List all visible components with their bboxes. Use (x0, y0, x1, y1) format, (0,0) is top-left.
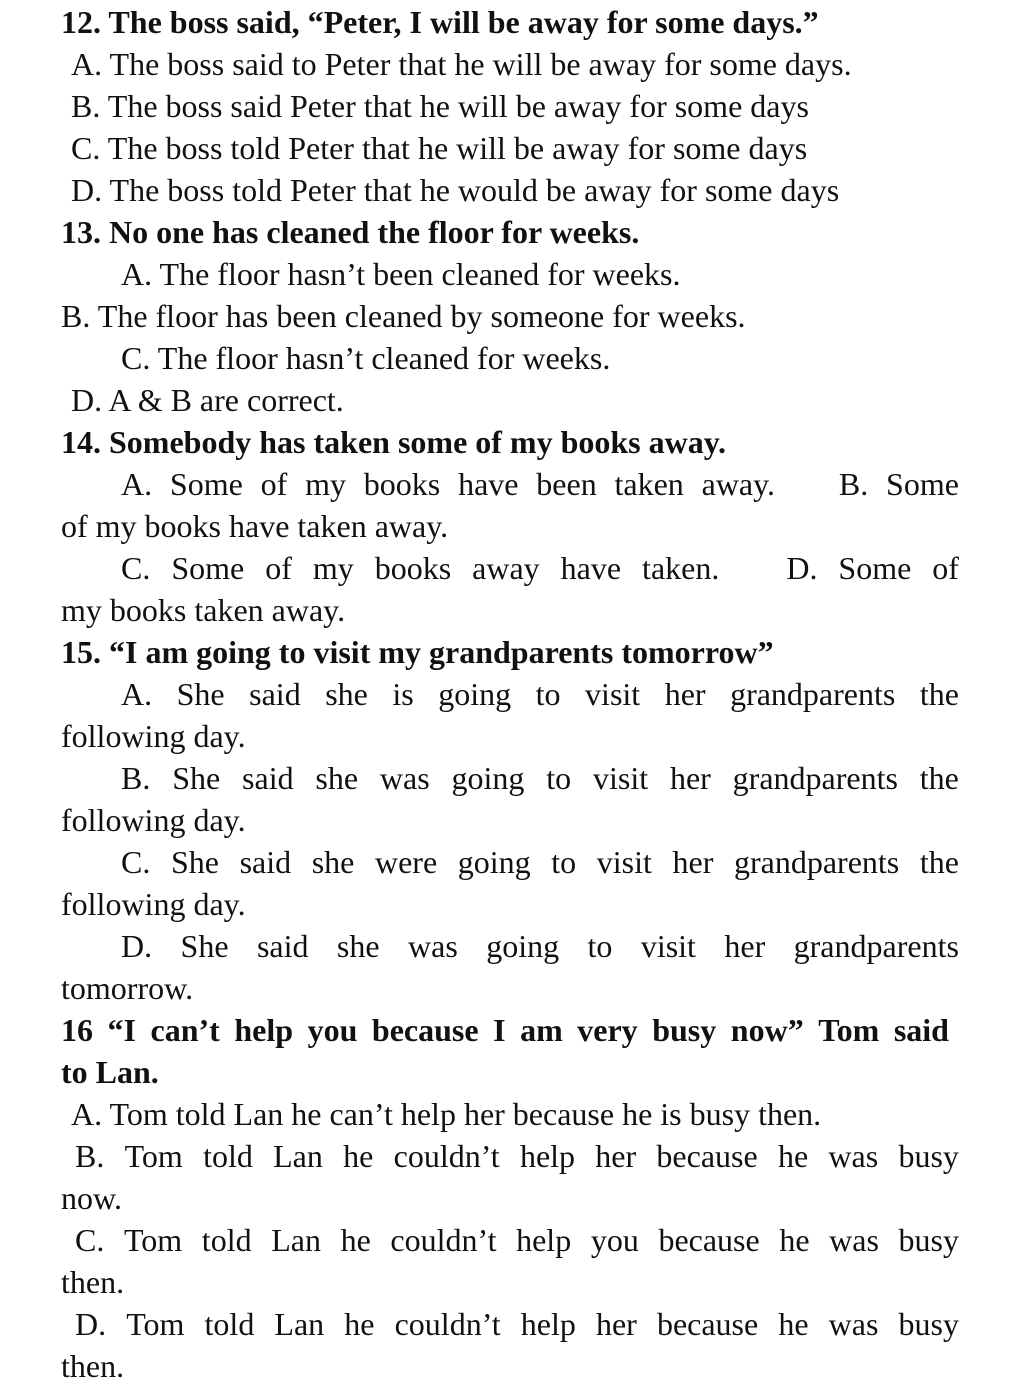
word: taken (614, 466, 684, 502)
word: the (919, 760, 959, 796)
word: now” (730, 1012, 804, 1048)
word: have (560, 550, 622, 586)
word: her (595, 1138, 637, 1174)
word: to (587, 928, 613, 964)
question-16-option-b (75, 1135, 959, 1177)
question-12-option-b: B. The boss said Peter that he will be away for some days (71, 88, 809, 124)
word: help (519, 1138, 576, 1174)
word: D. (121, 928, 153, 964)
word: told (203, 1138, 253, 1174)
question-12-option-d: D. The boss told Peter that he would be away for some days (71, 172, 840, 208)
word: very (577, 1012, 638, 1048)
question-14-option-b-continued: of my books have taken away. (61, 508, 449, 544)
word: away (472, 550, 540, 586)
word: of (932, 550, 959, 586)
word: books (374, 550, 452, 586)
word: said (239, 844, 292, 880)
word: D. (75, 1306, 107, 1342)
word: said (256, 928, 309, 964)
word: going (486, 928, 560, 964)
word: she (311, 844, 355, 880)
word: busy (898, 1222, 959, 1258)
word: B. (838, 466, 869, 502)
word: her (669, 760, 711, 796)
word: busy (652, 1012, 717, 1048)
word: going (438, 676, 512, 712)
word: because (658, 1222, 760, 1258)
question-16-stem-continued: to Lan. (61, 1054, 159, 1090)
word: She (176, 676, 225, 712)
word: She (172, 760, 221, 796)
word: am (520, 1012, 563, 1048)
word: going (451, 760, 525, 796)
word: you (590, 1222, 639, 1258)
word: was (379, 760, 430, 796)
word: taken. (642, 550, 720, 586)
word: Tom (818, 1012, 880, 1048)
word: her (595, 1306, 637, 1342)
question-13-option-c: C. The floor hasn’t cleaned for weeks. (121, 340, 611, 376)
word: help (520, 1306, 576, 1342)
word: told (201, 1222, 252, 1258)
question-15-option-a-continued: following day. (61, 718, 246, 754)
question-16-option-c-continued: then. (61, 1264, 125, 1300)
word: said (249, 676, 301, 712)
question-15-option-a (121, 673, 959, 715)
word: told (204, 1306, 255, 1342)
word: C. (121, 550, 151, 586)
word: visit (593, 760, 649, 796)
word: the (919, 844, 959, 880)
word: he (777, 1138, 809, 1174)
word: visit (596, 844, 652, 880)
question-16-option-b-continued: now. (61, 1180, 123, 1216)
word: Some (886, 466, 959, 502)
word: “I (107, 1012, 136, 1048)
word: of (265, 550, 292, 586)
question-13-option-a: A. The floor hasn’t been cleaned for weeks. (121, 256, 681, 292)
word: was (408, 928, 458, 964)
word: help (516, 1222, 572, 1258)
word: her (664, 676, 706, 712)
word: the (919, 676, 959, 712)
word: visit (640, 928, 696, 964)
question-15-option-d (121, 925, 959, 967)
word: was (828, 1306, 879, 1342)
word: to (546, 760, 572, 796)
question-16-option-d-continued: then. (61, 1348, 125, 1384)
word: is (392, 676, 414, 712)
word: were (374, 844, 438, 880)
word: B. (75, 1138, 105, 1174)
word: Some (838, 550, 912, 586)
word: away. (701, 466, 776, 502)
word: her (672, 844, 714, 880)
question-16-option-a: A. Tom told Lan he can’t help her because he is busy then. (71, 1096, 822, 1132)
word: because (656, 1306, 759, 1342)
question-12-stem: 12. The boss said, “Peter, I will be away for some days.” (61, 4, 819, 40)
question-13-option-d: D. A & B are correct. (71, 382, 344, 418)
word: you (307, 1012, 358, 1048)
word: he (779, 1222, 810, 1258)
question-15-option-b-continued: following day. (61, 802, 246, 838)
word: been (536, 466, 597, 502)
question-14-stem: 14. Somebody has taken some of my books away. (61, 424, 726, 460)
word: my (305, 466, 346, 502)
word: Tom (123, 1222, 183, 1258)
word: books (363, 466, 441, 502)
word: Tom (126, 1306, 185, 1342)
word: grandparents (732, 760, 898, 796)
word: D. (786, 550, 818, 586)
word: he (340, 1222, 371, 1258)
word: said (242, 760, 294, 796)
question-13-stem: 13. No one has cleaned the floor for weeks. (61, 214, 640, 250)
word: he (343, 1138, 374, 1174)
question-15-option-c (121, 841, 959, 883)
question-13-option-b: B. The floor has been cleaned by someone for weeks. (61, 298, 746, 334)
word: couldn’t (390, 1222, 497, 1258)
question-14-option-d-continued: my books taken away. (61, 592, 346, 628)
word: visit (585, 676, 641, 712)
word: grandparents (730, 676, 896, 712)
question-12-option-a: A. The boss said to Peter that he will be away for some days. (71, 46, 852, 82)
word: can’t (150, 1012, 220, 1048)
word: to (535, 676, 561, 712)
word: she (315, 760, 359, 796)
word: A. (121, 466, 153, 502)
question-16-option-d (75, 1303, 959, 1345)
word: said (893, 1012, 949, 1048)
word: to (551, 844, 577, 880)
word: was (829, 1222, 879, 1258)
word: C. (75, 1222, 105, 1258)
question-16-stem (61, 1009, 949, 1051)
word: Some (169, 466, 243, 502)
word: going (457, 844, 531, 880)
word: Lan (274, 1306, 325, 1342)
word: I (493, 1012, 506, 1048)
word: Lan (271, 1222, 321, 1258)
word: Some (171, 550, 245, 586)
word: he (344, 1306, 375, 1342)
word: A. (121, 676, 153, 712)
word: She (180, 928, 229, 964)
word: Tom (124, 1138, 183, 1174)
word: of (260, 466, 288, 502)
word: grandparents (793, 928, 959, 964)
word: have (458, 466, 519, 502)
word: C. (121, 844, 151, 880)
word: B. (121, 760, 151, 796)
word: he (778, 1306, 809, 1342)
word: 16 (61, 1012, 93, 1048)
word: Lan (273, 1138, 323, 1174)
question-15-stem: 15. “I am going to visit my grandparents tomorrow” (61, 634, 774, 670)
word: couldn’t (393, 1138, 500, 1174)
question-16-option-c (75, 1219, 959, 1261)
question-12-option-c: C. The boss told Peter that he will be away for some days (71, 130, 808, 166)
word: grandparents (733, 844, 900, 880)
question-14-options-cd (121, 547, 959, 589)
word: because (371, 1012, 479, 1048)
question-15-option-b (121, 757, 959, 799)
word: she (336, 928, 380, 964)
word: my (312, 550, 354, 586)
question-15-option-d-continued: tomorrow. (61, 970, 194, 1006)
word: because (656, 1138, 758, 1174)
word: busy (898, 1138, 959, 1174)
question-14-options-ab (121, 463, 959, 505)
word: help (234, 1012, 294, 1048)
word: She (170, 844, 219, 880)
word: busy (898, 1306, 959, 1342)
word: her (724, 928, 766, 964)
question-15-option-c-continued: following day. (61, 886, 246, 922)
word: was (828, 1138, 879, 1174)
word: couldn’t (394, 1306, 501, 1342)
word: she (325, 676, 368, 712)
